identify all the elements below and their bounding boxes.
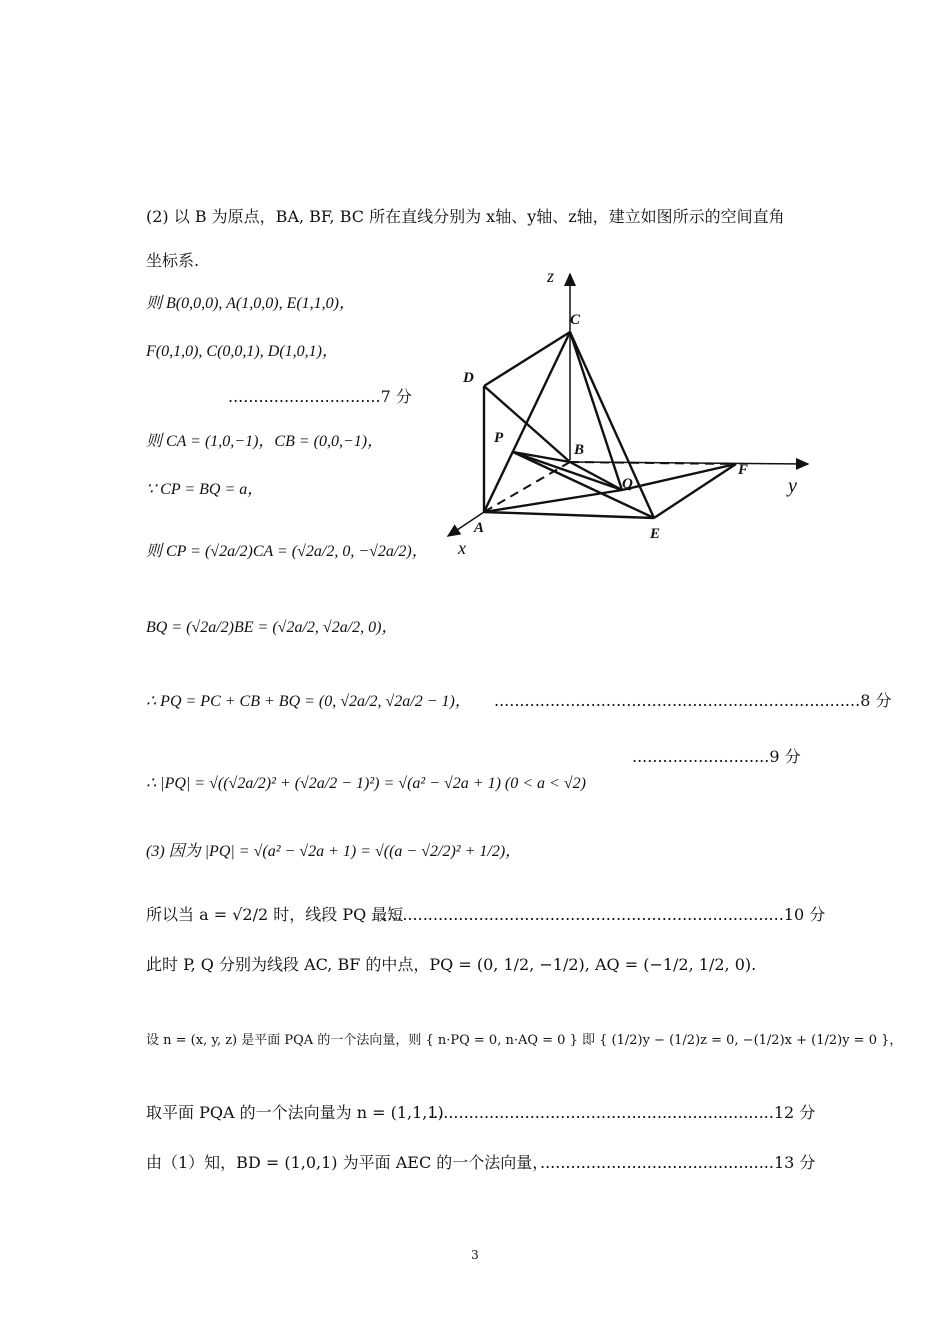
label-x: x bbox=[458, 538, 466, 558]
text-line-13 bbox=[146, 904, 403, 926]
text-line-15 bbox=[146, 1028, 902, 1052]
score-8-text: ........................................................................8 分 bbox=[494, 691, 892, 710]
edge-QF bbox=[622, 464, 736, 490]
label-z: z bbox=[547, 266, 555, 286]
edge-PQ bbox=[513, 452, 622, 490]
line-17-text: 由（1）知，BD = (1,0,1) 为平面 AEC 的一个法向量， bbox=[146, 1153, 549, 1172]
text-line-9 bbox=[146, 616, 397, 639]
label-A: A bbox=[474, 520, 485, 536]
score-9 bbox=[632, 746, 801, 768]
line-7-text: ∵ CP = BQ = a， bbox=[146, 481, 264, 498]
label-C: C bbox=[570, 312, 581, 328]
score-13 bbox=[540, 1152, 815, 1174]
text-line-4 bbox=[146, 340, 338, 363]
line-13-text: 所以当 a = √2/2 时，线段 PQ 最短 bbox=[146, 905, 404, 924]
score-13-text: ..............................................13 分 bbox=[540, 1153, 816, 1172]
edge-AE bbox=[484, 512, 654, 518]
line-12-text: (3) 因为 |PQ| = √(a² − √2a + 1) = √((a − √2/2)² + 1/2)， bbox=[146, 843, 522, 860]
text-line-1 bbox=[146, 206, 785, 228]
geometry-figure bbox=[436, 262, 826, 562]
label-y: y bbox=[788, 475, 797, 497]
text-line-8 bbox=[146, 540, 428, 563]
score-9-text: ...........................9 分 bbox=[632, 747, 801, 766]
score-12 bbox=[428, 1102, 815, 1124]
text-line-6 bbox=[146, 430, 383, 453]
score-10 bbox=[382, 904, 825, 926]
line-8-text: 则 CP = (√2a/2)CA = (√2a/2, 0, −√2a/2)， bbox=[146, 543, 428, 560]
line-3-text: 则 B(0,0,0), A(1,0,0), E(1,1,0)， bbox=[146, 295, 356, 312]
label-Q: Q bbox=[622, 476, 633, 492]
line-14-text: 此时 P, Q 分别为线段 AC, BF 的中点，PQ = (0, 1/2, −1/2), AQ = (−1/2, 1/2, 0). bbox=[146, 955, 757, 974]
text-line-7 bbox=[146, 478, 263, 501]
line-1-text: (2) 以 B 为原点，BA, BF, BC 所在直线分别为 x轴、y轴、z轴，建立如图所示的空间直角 bbox=[146, 207, 785, 226]
score-12-text: ....................................................................12 分 bbox=[428, 1103, 816, 1122]
label-D: D bbox=[463, 370, 474, 386]
text-line-10 bbox=[146, 690, 471, 713]
score-7 bbox=[228, 386, 412, 408]
score-8 bbox=[494, 690, 891, 712]
score-7-text: ..............................7 分 bbox=[228, 387, 412, 406]
text-line-17 bbox=[146, 1152, 548, 1174]
label-E: E bbox=[650, 526, 661, 542]
text-line-3 bbox=[146, 292, 355, 315]
line-16-text: 取平面 PQA 的一个法向量为 n = (1,1,1) bbox=[146, 1103, 444, 1122]
line-4-text: F(0,1,0), C(0,0,1), D(1,0,1)， bbox=[146, 343, 338, 360]
line-10-text: ∴ PQ = PC + CB + BQ = (0, √2a/2, √2a/2 − 1)， bbox=[146, 693, 471, 710]
line-15-text: 设 n = (x, y, z) 是平面 PQA 的一个法向量，则 { n·PQ = 0, n·AQ = 0 } 即 { (1/2)y − (1/2)z = 0, −(1/2)x + (1/2)y = 0 }， bbox=[146, 1033, 903, 1048]
line-9-text: BQ = (√2a/2)BE = (√2a/2, √2a/2, 0)， bbox=[146, 619, 398, 636]
text-line-11 bbox=[146, 772, 586, 795]
score-10-text: ...............................................................................10 分 bbox=[382, 905, 826, 924]
edge-CE bbox=[570, 332, 654, 518]
label-P: P bbox=[494, 430, 504, 446]
text-line-16 bbox=[146, 1102, 444, 1124]
label-B: B bbox=[574, 442, 585, 458]
page-number: 3 bbox=[471, 1248, 479, 1262]
label-F: F bbox=[738, 462, 749, 478]
text-line-12 bbox=[146, 840, 521, 863]
text-line-2 bbox=[146, 250, 199, 272]
line-11-text: ∴ |PQ| = √((√2a/2)² + (√2a/2 − 1)²) = √(a² − √2a + 1) (0 < a < √2) bbox=[146, 775, 586, 792]
line-2-text: 坐标系. bbox=[146, 251, 200, 270]
line-6-text: 则 CA = (1,0,−1)，CB = (0,0,−1)， bbox=[146, 433, 384, 450]
edge-EF bbox=[654, 464, 736, 518]
text-line-14 bbox=[146, 954, 756, 976]
